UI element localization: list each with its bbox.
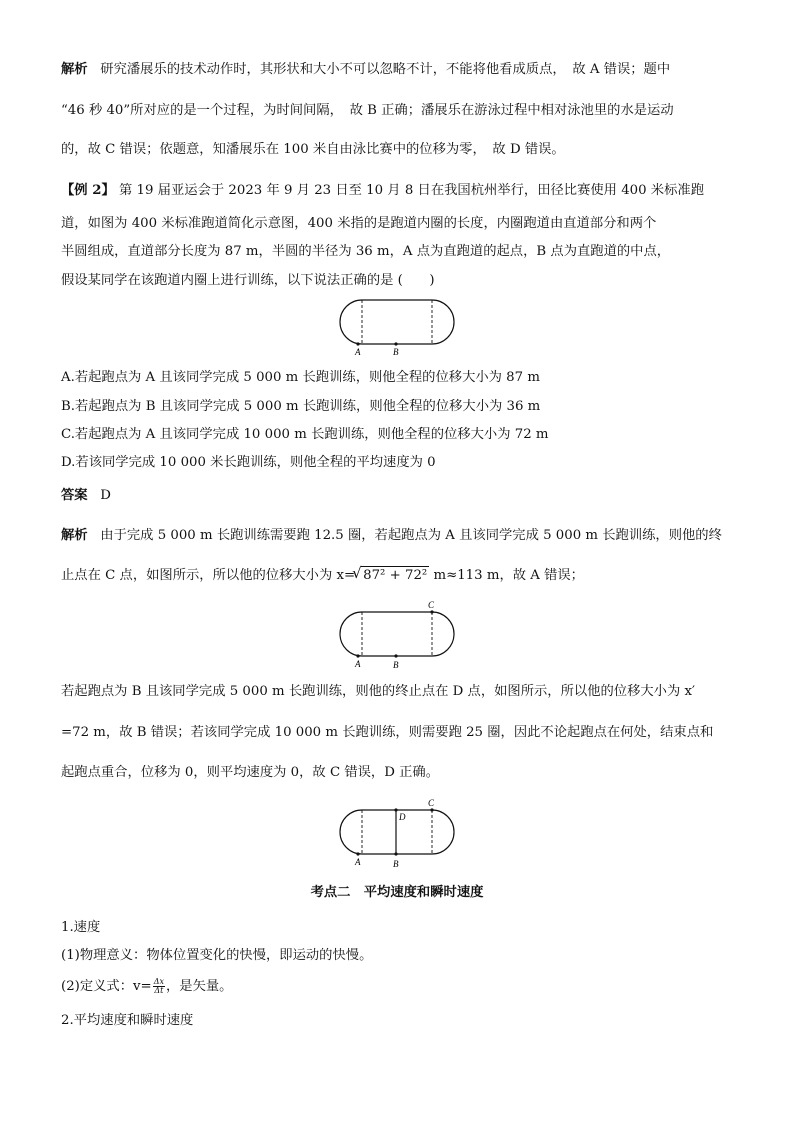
note-4: 2.平均速度和瞬时速度 — [61, 1013, 194, 1028]
label-d: D — [399, 812, 406, 822]
analysis2-line2 — [61, 566, 584, 585]
label-b: B — [393, 347, 399, 357]
note-3 — [61, 978, 232, 996]
analysis2-text-5: 起跑点重合，位移为 0，则平均速度为 0，故 C 错误，D 正确。 — [61, 765, 440, 780]
analysis1-text-1: 研究潘展乐的技术动作时，其形状和大小不可以忽略不计，不能将他看成质点， 故 A 错误；题中 — [100, 62, 671, 77]
analysis2-text-2-pre: 止点在 C 点，如图所示，所以他的位移大小为 x= — [61, 568, 356, 583]
sqrt-expression — [361, 566, 429, 585]
answer-label: 答案 — [61, 488, 88, 503]
option-c: C.若起跑点为 A 且该同学完成 10 000 m 长跑训练，则他全程的位移大小为 72 m — [61, 427, 549, 442]
point-c — [430, 808, 433, 811]
analysis2-text-1: 由于完成 5 000 m 长跑训练需要跑 12.5 圈，若起跑点为 A 且该同学完成 5 000 m 长跑训练，则他的终 — [100, 528, 722, 543]
fraction-numerator: Δx — [153, 977, 164, 986]
label-c: C — [428, 798, 435, 808]
track-outline — [340, 810, 454, 854]
track-outline — [340, 612, 454, 656]
example2-text-3: 半圆组成，直道部分长度为 87 m，半圆的半径为 36 m，A 点为直跑道的起点，B 点为直跑道的中点， — [61, 244, 671, 259]
point-a — [356, 342, 359, 345]
point-a — [356, 654, 359, 657]
example2-line1 — [61, 182, 704, 200]
label-a: A — [355, 857, 361, 867]
track-outline — [340, 300, 454, 344]
point-b — [394, 342, 397, 345]
label-b: B — [393, 660, 399, 670]
analysis1-text-3: 的，故 C 错误；依题意，知潘展乐在 100 米自由泳比赛中的位移为零， 故 D 错误。 — [61, 142, 565, 157]
note-3-post: ，是矢量。 — [165, 979, 233, 994]
option-d: D.若该同学完成 10 000 米长跑训练，则他全程的平均速度为 0 — [61, 455, 436, 470]
note-1: 1.速度 — [61, 920, 101, 935]
example2-label: 【例 2】 — [61, 183, 115, 198]
example2-text-2: 道，如图为 400 米标准跑道简化示意图，400 米指的是跑道内圈的长度，内圈跑道由直道部分和两个 — [61, 216, 657, 231]
example2-text-4: 假设某同学在该跑道内圈上进行训练，以下说法正确的是 ( ) — [61, 273, 435, 288]
track-figure-2 — [338, 598, 456, 674]
analysis2-line1 — [61, 527, 722, 545]
analysis2-text-4: =72 m，故 B 错误；若该同学完成 10 000 m 长跑训练，则需要跑 25 圈，因此不论起跑点在何处，结束点和 — [61, 725, 714, 740]
track-figure-1 — [338, 296, 456, 358]
option-b: B.若起跑点为 B 且该同学完成 5 000 m 长跑训练，则他全程的位移大小为 36 m — [61, 399, 541, 414]
point-d — [394, 808, 397, 811]
fraction-denominator: Δt — [154, 986, 164, 995]
sqrt-radicand: 87² + 72² — [363, 568, 428, 583]
label-b: B — [393, 859, 399, 869]
point-c — [430, 610, 433, 613]
note-3-pre: (2)定义式：v= — [61, 979, 152, 994]
analysis2-text-2-post: m≈113 m，故 A 错误； — [429, 568, 584, 583]
analysis2-label: 解析 — [61, 528, 88, 543]
label-c: C — [428, 600, 435, 610]
label-a: A — [355, 347, 361, 357]
option-a: A.若起跑点为 A 且该同学完成 5 000 m 长跑训练，则他全程的位移大小为 87 m — [61, 370, 540, 385]
point-b — [394, 654, 397, 657]
analysis1-label: 解析 — [61, 62, 88, 77]
velocity-fraction — [153, 978, 165, 995]
point-b — [394, 852, 397, 855]
label-a: A — [355, 659, 361, 669]
section-title: 考点二 平均速度和瞬时速度 — [310, 885, 484, 900]
answer-value: D — [100, 488, 111, 503]
note-2: (1)物理意义：物体位置变化的快慢，即运动的快慢。 — [61, 948, 373, 963]
analysis2-text-3: 若起跑点为 B 且该同学完成 5 000 m 长跑训练，则他的终止点在 D 点，如图所示，所以他的位移大小为 x′ — [61, 684, 696, 699]
analysis1-line1 — [61, 61, 670, 79]
answer-line — [61, 487, 111, 505]
track-figure-3 — [338, 794, 456, 872]
example2-text-1: 第 19 届亚运会于 2023 年 9 月 23 日至 10 月 8 日在我国杭州举行，田径比赛使用 400 米标准跑 — [119, 183, 704, 198]
point-a — [356, 852, 359, 855]
analysis1-text-2: “46 秒 40”所对应的是一个过程，为时间间隔， 故 B 正确；潘展乐在游泳过程中相对泳池里的水是运动 — [61, 103, 674, 118]
